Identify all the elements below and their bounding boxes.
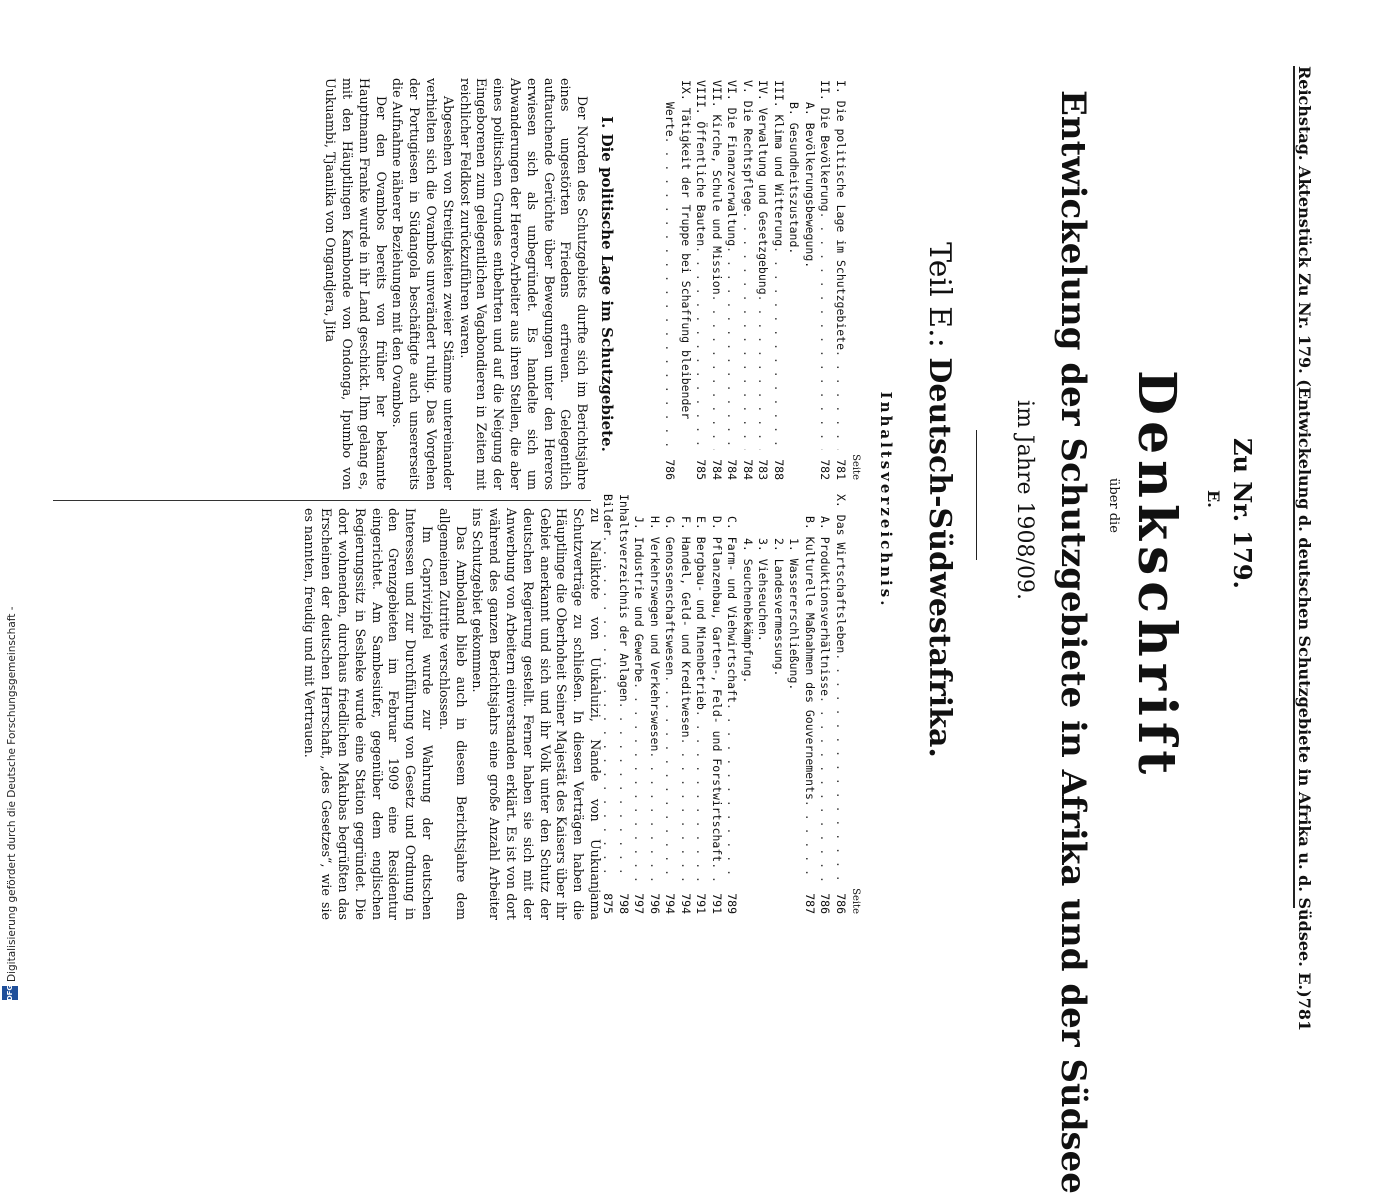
toc-entry-label: D. Pflanzenbau, Garten-, Feld- und Forstwirtschaft [710,516,724,863]
toc-entry-page: 784 [741,459,755,480]
toc-entry [647,494,663,914]
toc-leader-dots [817,696,833,884]
toc-entry-page: 783 [756,459,771,480]
toc-entry [755,80,771,480]
toc-entry-label: X. Das Wirtschaftsleben [834,494,848,654]
body-paragraph: Der den Ovambos bereits von früher her bekannte Hauptmann Franke wurde in ihr Land geschickt. Ihm gelang es, mit den Häuptlingen Kambonde von Ondonga, Ipumbo von Uukuambi, Tjaanika von Ongandjera, Jita [323,78,389,490]
toc-entry [771,80,787,480]
seite-label: Seite [850,888,861,914]
toc-entry-label: J. Industrie und Gewerbe [632,516,647,683]
toc-entry [709,494,725,914]
body-paragraph: Im Caprivizipfel wurde zur Wahrung der deutschen Interessen und zur Durchführung von Gesetz und Ordnung in den Grenzgebieten im Februar 1909 eine Residentur eingerichtet. Am Sambesiufer, gegenüber dem englischen Regierungssitz in Sesheke wurde eine Station gegründet. Die dort wohnenden, durchaus friedlichen Makubas begrüßten das Erscheinen der deutschen Herrschaft, „des Gesetzes“, wie sie es nannten, freudig und mit Vertrauen. [302,508,436,920]
toc-entry [709,80,725,480]
toc-entry-page: 791 [694,893,709,914]
toc-leader-dots [833,350,849,450]
toc-entry-page: 787 [803,893,817,914]
running-head [1293,66,1321,1032]
toc-entry-label: E. Bergbau- und Minenbetrieb [694,516,709,710]
ueber-die: über die [1106,478,1121,533]
toc-entry-page: 786 [818,893,833,914]
body-paragraph: zu Naliktote von Uukaluizi, Nande von Uukuanjama Schutzverträge zu schließen. In diesen Verträgen haben die Häuptlinge die Oberhoheit Seiner Majestät des Kaisers über ihr Gebiet anerkannt und sich und ihr Volk unter den Schutz der deutschen Regierung gestellt. Ferner haben sie sich mit der Anwerbung von Arbeitern einverstanden erklärt. Es ist von dort während des ganzen Berichtsjahrs eine große Anzahl Arbeiter ins Schutzgebiet gekommen. [470,508,603,920]
toc-entry-page: 785 [694,459,709,480]
body-left-column [321,78,615,490]
toc-entry [771,494,787,914]
section-title: I. Die politische Lage im Schutzgebiete. [598,116,616,452]
toc-entry-label: Inhaltsverzeichnis der Anlagen [617,494,631,702]
toc-entry-label: V. Die Rechtspflege [741,80,755,212]
toc-right-column [600,494,861,914]
toc-entry-page: 782 [818,459,833,480]
toc-leader-dots [771,246,787,450]
toc-entry [755,494,771,914]
toc-leader-dots [693,710,709,884]
toc-leader-dots [616,702,632,884]
part-letter: E. [1204,490,1223,508]
toc-leader-dots [631,682,647,884]
toc-entry-label: 1. Wassererschließung. [787,538,802,691]
toc-entry [740,494,756,914]
toc-entry-page: 788 [772,459,786,480]
toc-entry-page: 796 [648,893,662,914]
toc-entry-label: VII. Kirche, Schule und Mission [710,80,724,295]
document-title: Denkschrift [1126,370,1187,781]
toc-entry-page: 797 [632,893,647,914]
toc-entry [817,494,833,914]
toc-entry-label: H. Verkehrswegen und Verkehrswesen [648,516,662,752]
part-name: Deutsch-Südwestafrika. [922,357,957,758]
toc-leader-dots [755,295,771,450]
toc-entry-label: C. Farm- und Viehwirtschaft [725,516,740,703]
toc-entry-label: III. Klima und Witterung [772,80,786,247]
toc-entry-page: 786 [663,459,678,480]
toc-entry [678,80,694,480]
toc-left-column [662,80,861,480]
toc-entry-page: 798 [617,893,631,914]
body-paragraph: Abgesehen von Streitigkeiten zweier Stämme untereinander verhielten sich die Ovambos unverändert ruhig. Das Vorgehen der Portugiesen in Südangola beschäftigte auch unsererseits die Aufnahme näherer Beziehungen mit den Ovambos. [390,78,456,490]
toc-leader-dots [724,246,740,450]
toc-leader-dots [709,295,725,450]
toc-entry [662,80,678,480]
toc-entry-label: F. Handel, Geld- und Kreditwesen [679,516,693,738]
running-head-text: Reichstag. Aktenstück Zu Nr. 179. (Entwickelung d. deutschen Schutzgebiete in Afrika u. d. Südsee. E.) [1295,66,1314,998]
scan-note [0,10,22,1000]
dfg-logo-icon: DFG [2,986,18,1000]
toc-entry-page: 794 [663,893,678,914]
toc-entry-page: 784 [710,459,724,480]
toc-leader-dots [662,675,678,884]
toc-entry-page: 794 [679,893,693,914]
toc-entry [631,494,647,914]
toc-entry [802,494,818,914]
toc-entry-label: B. Gesundheitszustand. [787,102,802,255]
toc-entry [724,80,740,480]
toc-entry-page: 789 [725,893,740,914]
toc-entry-label: G. Genossenschaftswesen [663,516,678,676]
toc-entry [786,80,802,480]
column-divider [53,500,591,501]
document-subtitle: Entwickelung der Schutzgebiete in Afrika und der Südsee [1053,90,1093,1194]
toc-leader-dots [709,862,725,884]
toc-entry-label: VIII. Öffentliche Bauten [694,80,709,247]
toc-entry [833,494,849,914]
toc-leader-dots [802,800,818,884]
body-paragraph: Der Norden des Schutzgebiets durfte sich im Berichtsjahre eines ungestörten Friedens erfreuen. Gelegentlich auftauchende Gerüchte über Bewegungen unter den Hereros erwiesen sich als unbegründet. Es handelte sich um Abwanderungen der Herero-Arbeiter aus ihren Stellen, die aber eines politischen Grundes entbehrten und auf die Neigung der Eingeborenen zum gelegentlichen Vagabondieren in Zeiten mit reichlicher Feldkost zurückzuführen waren. [457,78,591,490]
toc-entry [693,80,709,480]
toc-leader-dots [647,751,663,884]
toc-entry-label: A. Bevölkerungsbewegung. [803,102,817,269]
toc-leader-dots [833,653,849,884]
toc-entry [616,494,632,914]
toc-entry-page: 784 [725,459,740,480]
toc-heading: Inhaltsverzeichnis. [877,391,895,609]
toc-entry-label: IX. Tätigkeit der Truppe bei Schaffung bleibender [679,80,693,420]
toc-entry [802,80,818,480]
toc-leader-dots [662,137,678,450]
toc-entry-label: A. Produktionsverhältnisse [818,516,833,697]
toc-entry-label: VI. Die Finanzverwaltung [725,80,740,247]
toc-entry [833,80,849,480]
toc-entry [786,494,802,914]
toc-leader-dots [678,738,694,884]
toc-entry [693,494,709,914]
toc-entry-label: I. Die politische Lage im Schutzgebiete [834,80,848,351]
toc-leader-dots [693,246,709,450]
divider-rule [976,430,977,560]
body-right-column [301,508,603,920]
scan-note-text: Digitalisierung gefördert durch die Deutsche Forschungsgemeinschaft - [6,606,18,982]
toc-entry [724,494,740,914]
toc-leader-dots [817,212,833,450]
toc-entry-label: Werte [663,102,678,137]
zu-nr-heading: Zu Nr. 179. [1228,438,1257,589]
page-number: 781 [1295,997,1314,1032]
toc-entry [740,80,756,480]
year-line: im Jahre 1908/09. [1012,400,1037,600]
toc-entry-label: Bilder [601,494,616,536]
scan-note-wrapper [0,0,22,1000]
toc-entry-page: 781 [834,459,848,480]
seite-label: Seite [850,454,861,480]
toc-entry-label: 4. Seuchenbekämpfung. [741,538,755,684]
toc-entry [678,494,694,914]
toc-entry-label: 2. Landesvermessung. [772,538,786,677]
toc-entry-label: IV. Verwaltung und Gesetzgebung [756,80,771,295]
body-paragraph: Das Amboland blieb auch in diesem Berichtsjahre dem allgemeinen Zutritte verschlossen. [436,508,469,920]
toc-entry-page: 786 [834,893,848,914]
toc-leader-dots [724,703,740,884]
toc-entry-label: B. Kulturelle Maßnahmen des Gouvernements [803,516,817,800]
toc-entry [817,80,833,480]
toc-leader-dots [740,212,756,450]
toc-entry-label: 3. Viehseuchen. [756,538,771,642]
toc-entry-page: 875 [601,893,616,914]
toc-entry-label: II. Die Bevölkerung [818,80,833,212]
part-prefix: Teil E.: [922,242,957,348]
toc-entry [662,494,678,914]
part-heading [922,90,957,910]
toc-entry-page: 791 [710,893,724,914]
